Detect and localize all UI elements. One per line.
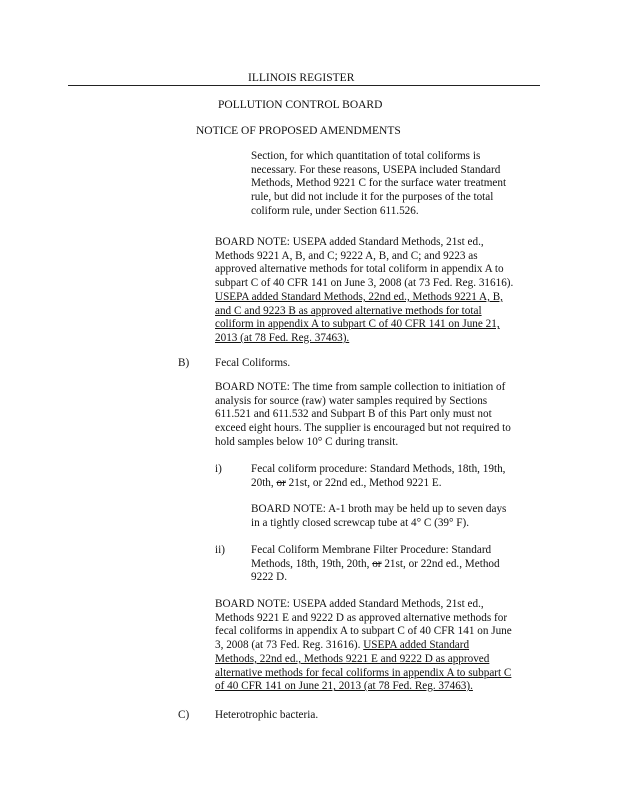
note-line-added (215, 291, 513, 305)
note-line: Methods 9221 A, B, and C; 9222 A, B, and C; and 9223 as (215, 249, 478, 262)
notice-title: NOTICE OF PROPOSED AMENDMENTS (196, 125, 401, 137)
note-line: analysis for source (raw) water samples required by Sections (215, 394, 488, 407)
note-line: in a tightly closed screwcap tube at 4° C (39° F). (251, 516, 470, 529)
para-line: coliform rule, under Section 611.526. (251, 204, 419, 217)
added-text: USEPA added Standard Methods, 22nd ed., Methods 9221 A, B, (215, 290, 503, 303)
added-text: 2013 (at 78 Fed. Reg. 37463). (215, 331, 350, 344)
note-line (215, 277, 513, 291)
note-line (215, 639, 512, 653)
item-ii-text (251, 544, 500, 585)
item-line (251, 558, 500, 572)
board-note-sample-time (215, 381, 511, 450)
deleted-text: or (276, 476, 286, 489)
note-line-added (215, 305, 513, 319)
note-line: hold samples below 10° C during transit. (215, 435, 399, 448)
section-b-title: Fecal Coliforms. (215, 357, 291, 369)
note-line-added (215, 653, 512, 667)
added-text: and C and 9223 B as approved alternative methods for total (215, 304, 482, 317)
added-text: of 40 CFR 141 on June 21, 2013 (at 78 Fed. Reg. 37463). (215, 680, 473, 693)
note-line: fecal coliforms in appendix A to subpart C of 40 CFR 141 on June (215, 625, 512, 638)
note-line: exceed eight hours. The supplier is encouraged but not required to (215, 422, 511, 435)
note-line: 611.521 and 611.532 and Subpart B of this Part only must not (215, 408, 492, 421)
item-text: Methods, 18th, 19th, 20th, (251, 557, 373, 570)
item-text: 20th, (251, 476, 277, 489)
header-rule (68, 85, 540, 86)
note-line-added (215, 318, 513, 332)
item-i-text (251, 463, 505, 490)
deleted-text: or (372, 557, 382, 570)
note-line-added (215, 680, 512, 694)
note-line: BOARD NOTE: USEPA added Standard Methods, 21st ed., (215, 598, 484, 610)
para-line: rule, but did not include it for the purposes of the total (251, 191, 494, 204)
para-line: necessary. For these reasons, USEPA included Standard (251, 163, 501, 176)
note-line: BOARD NOTE: The time from sample collection to initiation of (215, 381, 506, 393)
added-text: Methods, 22nd ed., Methods 9221 E and 9222 D as approved (215, 652, 490, 665)
item-text: 21st, or 22nd ed., Method (381, 557, 500, 570)
item-line (251, 477, 505, 491)
para-line: Methods, Method 9221 C for the surface water treatment (251, 177, 507, 190)
section-c-label: C) (178, 709, 190, 721)
item-line: 9222 D. (251, 571, 288, 584)
note-line: BOARD NOTE: USEPA added Standard Methods, 21st ed., (215, 236, 484, 248)
item-line: Fecal Coliform Membrane Filter Procedure: Standard (251, 544, 492, 556)
register-title: ILLINOIS REGISTER (248, 72, 355, 84)
continuation-paragraph (251, 150, 506, 219)
note-line: BOARD NOTE: A-1 broth may be held up to seven days (251, 503, 507, 515)
board-note-a1-broth (251, 503, 506, 530)
item-i-label: i) (215, 463, 222, 475)
item-line: Fecal coliform procedure: Standard Methods, 18th, 19th, (251, 463, 506, 475)
note-line-added (215, 332, 513, 346)
note-text: subpart C of 40 CFR 141 on June 3, 2008 (at 73 Fed. Reg. 31616). (215, 277, 514, 290)
item-text: 21st, or 22nd ed., Method 9221 E. (285, 476, 442, 489)
board-title: POLLUTION CONTROL BOARD (218, 99, 383, 111)
note-line: approved alternative methods for total coliform in appendix A to (215, 263, 504, 276)
section-b-label: B) (178, 357, 190, 369)
added-text: USEPA added Standard (363, 639, 470, 652)
note-line-added (215, 667, 512, 681)
added-text: alternative methods for fecal coliforms in appendix A to subpart C (215, 666, 512, 679)
section-c-title: Heterotrophic bacteria. (215, 709, 319, 721)
note-text: 3, 2008 (at 73 Fed. Reg. 31616). (215, 639, 364, 652)
item-ii-label: ii) (215, 544, 225, 556)
added-text: coliform in appendix A to subpart C of 40 CFR 141 on June 21, (215, 318, 500, 331)
board-note-total-coliform (215, 236, 513, 346)
board-note-fecal-coliform (215, 598, 512, 694)
note-line: Methods 9221 E and 9222 D as approved alternative methods for (215, 611, 508, 624)
para-line: Section, for which quantitation of total coliforms is (251, 150, 481, 162)
